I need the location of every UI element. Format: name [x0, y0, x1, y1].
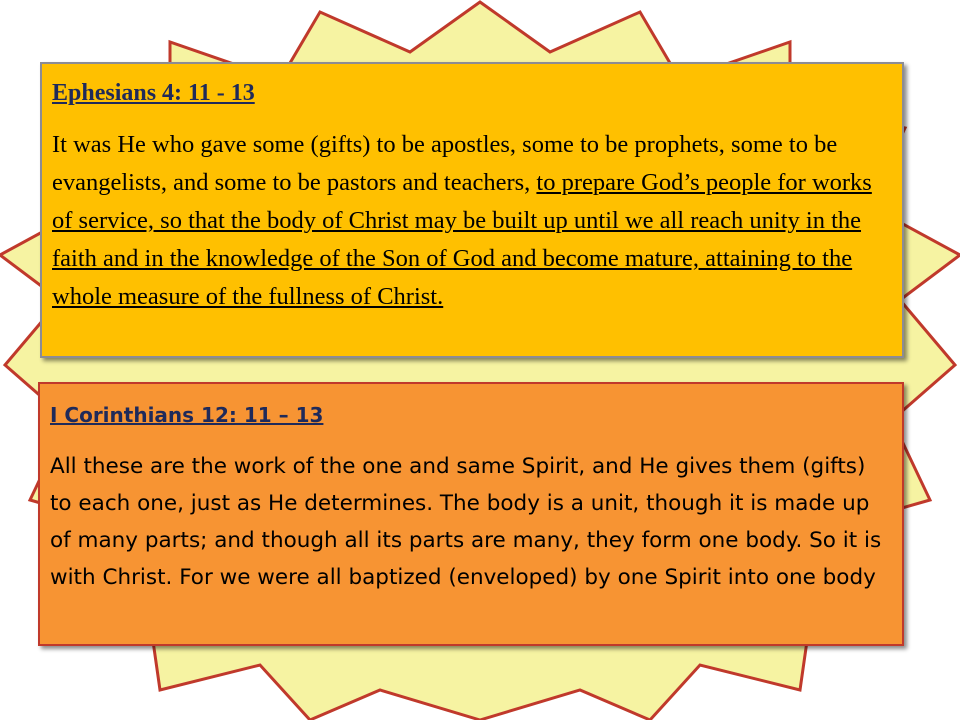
- corinthians-reference: I Corinthians 12: 11 – 13: [50, 403, 324, 427]
- ephesians-textbox: [40, 62, 904, 358]
- corinthians-passage: All these are the work of the one and same Spirit, and He gives them (gifts) to each one, just as He determines. The body is a unit, though it is made up of many parts; and though all its parts are many, they form one body. So it is with Christ. For we were all baptized (enveloped) by one Spirit into one body: [50, 454, 882, 590]
- ephesians-passage: [52, 126, 892, 316]
- ephesians-passage-underlined: to prepare God’s people for works of service, so that the body of Christ may be built up until we all reach unity in the faith and in the knowledge of the Son of God and become mature, attaining to the whole measure of the fullness of Christ.: [52, 169, 872, 310]
- ephesians-reference: Ephesians 4: 11 - 13: [52, 80, 255, 106]
- corinthians-textbox: [38, 382, 904, 646]
- ephesians-passage-plain: It was He who gave some (gifts) to be apostles, some to be prophets, some to be evangelists, and some to be pastors and teachers,: [52, 131, 838, 196]
